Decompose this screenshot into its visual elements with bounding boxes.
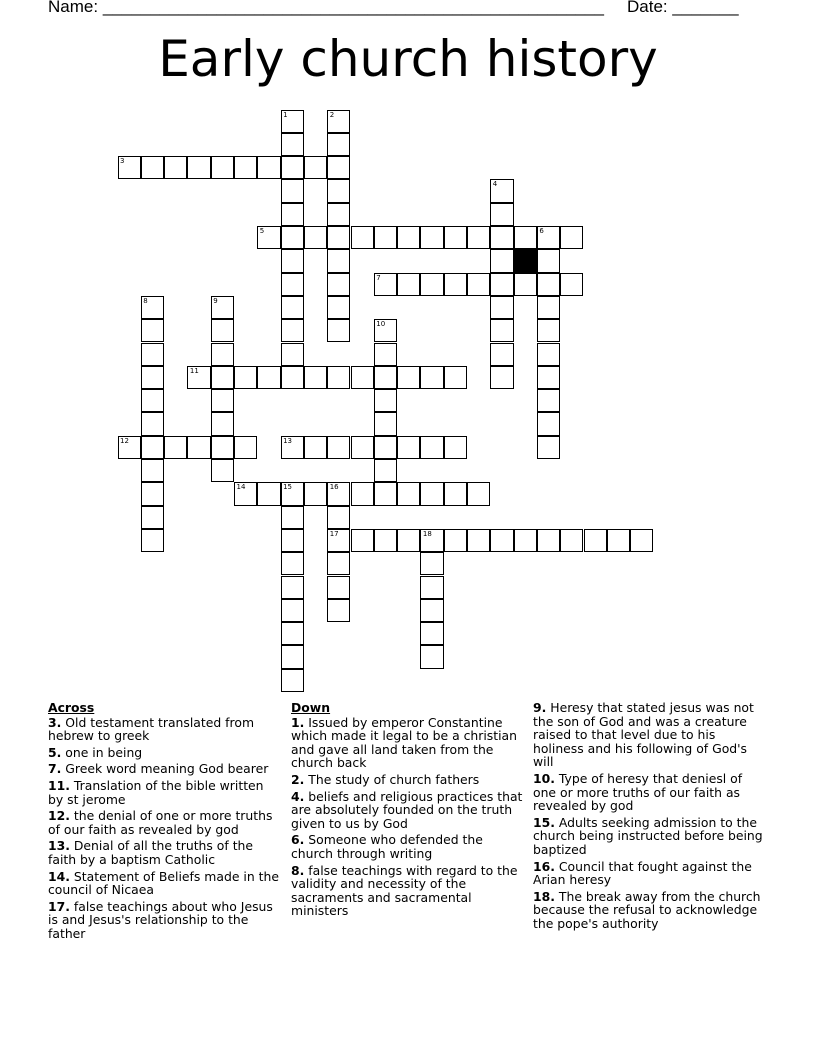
grid-cell[interactable]: [630, 529, 653, 552]
grid-cell[interactable]: [141, 156, 164, 179]
down-heading: Down: [291, 700, 331, 715]
grid-cell[interactable]: [281, 529, 304, 552]
grid-cell[interactable]: [304, 436, 327, 459]
grid-cell[interactable]: [420, 273, 443, 296]
grid-cell[interactable]: [327, 366, 350, 389]
grid-cell[interactable]: [164, 436, 187, 459]
grid-cell[interactable]: [351, 482, 374, 505]
clue-number: 11.: [48, 777, 70, 793]
grid-cell[interactable]: [490, 179, 513, 202]
grid-cell[interactable]: [281, 552, 304, 575]
grid-cell[interactable]: [374, 459, 397, 482]
grid-cell[interactable]: [374, 319, 397, 342]
clue-text: Denial of all the truths of the faith by a baptism Catholic: [48, 838, 254, 867]
clue-text: Heresy that stated jesus was not the son of God and was a creature raised to that level due to his holiness and his following of God's will: [533, 700, 754, 770]
grid-cell[interactable]: [211, 156, 234, 179]
grid-cell[interactable]: [397, 529, 420, 552]
down-clues-continued: [533, 701, 767, 934]
clue-item: [533, 701, 767, 769]
grid-cell[interactable]: [257, 482, 280, 505]
grid-cell[interactable]: [351, 366, 374, 389]
clue-item: [48, 762, 280, 776]
grid-cell[interactable]: [537, 529, 560, 552]
page-title: Early church history: [158, 30, 658, 88]
grid-cell[interactable]: [374, 343, 397, 366]
grid-cell[interactable]: [211, 319, 234, 342]
grid-cell[interactable]: [537, 366, 560, 389]
grid-cell[interactable]: [444, 273, 467, 296]
clue-text: beliefs and religious practices that are absolutely founded on the truth given to us by God: [291, 788, 523, 831]
grid-cell[interactable]: [281, 273, 304, 296]
grid-cell[interactable]: [444, 366, 467, 389]
grid-cell[interactable]: [490, 366, 513, 389]
grid-cell[interactable]: [281, 319, 304, 342]
clue-number: 1.: [291, 714, 305, 730]
grid-cell[interactable]: [164, 156, 187, 179]
grid-cell[interactable]: [374, 436, 397, 459]
grid-cell[interactable]: [281, 179, 304, 202]
grid-cell[interactable]: [537, 319, 560, 342]
grid-cell[interactable]: [281, 133, 304, 156]
grid-cell[interactable]: [490, 203, 513, 226]
clue-text: Type of heresy that deniesl of one or more truths of our faith as revealed by god: [533, 770, 743, 814]
grid-cell[interactable]: [304, 366, 327, 389]
clue-item: [533, 772, 767, 813]
grid-cell[interactable]: [444, 226, 467, 249]
grid-cell[interactable]: [304, 226, 327, 249]
grid-cell[interactable]: [118, 436, 141, 459]
grid-cell[interactable]: [141, 319, 164, 342]
clue-number: 9.: [533, 700, 547, 715]
grid-cell[interactable]: [537, 389, 560, 412]
grid-cell[interactable]: [141, 389, 164, 412]
clue-number: 8: [143, 296, 148, 305]
grid-cell[interactable]: [420, 552, 443, 575]
grid-cell[interactable]: [281, 343, 304, 366]
grid-cell[interactable]: [304, 156, 327, 179]
clue-number: 16: [329, 483, 339, 492]
clue-text: false teachings with regard to the validity and necessity of the sacraments and sacramental ministers: [291, 862, 518, 919]
grid-cell[interactable]: [187, 436, 210, 459]
grid-cell[interactable]: [420, 226, 443, 249]
clue-text: Issued by emperor Constantine which made it legal to be a christian and gave all land taken from the church back: [291, 714, 518, 771]
grid-cell[interactable]: [537, 436, 560, 459]
grid-cell[interactable]: [281, 156, 304, 179]
grid-cell[interactable]: [560, 273, 583, 296]
clue-number: 10.: [533, 770, 555, 786]
grid-cell[interactable]: [374, 529, 397, 552]
grid-cell[interactable]: [374, 226, 397, 249]
clue-number: 6.: [291, 832, 305, 848]
grid-cell[interactable]: [281, 226, 304, 249]
clue-text: The break away from the church because the refusal to acknowledge the pope's authority: [533, 888, 761, 931]
clue-number: 3: [120, 157, 125, 166]
grid-cell[interactable]: [211, 436, 234, 459]
clue-number: 2: [329, 110, 335, 119]
clue-item: [48, 809, 280, 836]
grid-cell[interactable]: [281, 576, 304, 599]
grid-cell[interactable]: [327, 599, 350, 622]
grid-cell[interactable]: [420, 599, 443, 622]
grid-cell[interactable]: [304, 482, 327, 505]
clue-number: 14.: [48, 868, 70, 884]
down-clues: [291, 701, 523, 921]
grid-cell[interactable]: [397, 226, 420, 249]
grid-cell[interactable]: [490, 343, 513, 366]
grid-cell[interactable]: [397, 366, 420, 389]
grid-cell[interactable]: [537, 249, 560, 272]
grid-cell[interactable]: [141, 459, 164, 482]
grid-cell[interactable]: [281, 249, 304, 272]
grid-cell[interactable]: [560, 529, 583, 552]
clue-number: 8.: [291, 862, 305, 878]
grid-cell[interactable]: [420, 436, 443, 459]
clue-item: [533, 860, 767, 887]
name-line[interactable]: _____________________________________________________: [102, 0, 604, 16]
grid-cell[interactable]: [444, 529, 467, 552]
grid-cell[interactable]: [514, 226, 537, 249]
grid-cell[interactable]: [211, 343, 234, 366]
clue-item: [48, 716, 280, 743]
grid-cell[interactable]: [257, 226, 280, 249]
grid-cell[interactable]: [537, 296, 560, 319]
clue-text: one in being: [61, 744, 143, 760]
grid-cell[interactable]: [118, 156, 141, 179]
grid-cell[interactable]: [374, 412, 397, 435]
clue-item: [291, 833, 523, 860]
grid-cell[interactable]: [490, 319, 513, 342]
clue-number: 13.: [48, 838, 70, 854]
clue-number: 4.: [291, 788, 305, 804]
clue-number: 9: [213, 296, 218, 305]
grid-cell[interactable]: [141, 482, 164, 505]
grid-cell[interactable]: [281, 110, 304, 133]
grid-cell[interactable]: [281, 645, 304, 668]
grid-cell[interactable]: [537, 412, 560, 435]
grid-cell[interactable]: [374, 273, 397, 296]
grid-cell[interactable]: [607, 529, 630, 552]
grid-cell[interactable]: [490, 529, 513, 552]
grid-cell[interactable]: [327, 203, 350, 226]
grid-cell[interactable]: [537, 226, 560, 249]
clue-number: 14: [236, 483, 246, 492]
grid-cell[interactable]: [281, 366, 304, 389]
grid-cell[interactable]: [327, 226, 350, 249]
grid-cell[interactable]: [234, 366, 257, 389]
clue-item: [48, 870, 280, 897]
grid-cell[interactable]: [490, 226, 513, 249]
clue-item: [291, 716, 523, 770]
grid-cell[interactable]: [327, 552, 350, 575]
clue-text: false teachings about who Jesus is and Jesus's relationship to the father: [48, 898, 273, 941]
grid-cell[interactable]: [281, 622, 304, 645]
clue-item: [48, 900, 280, 941]
clue-number: 15.: [533, 814, 555, 830]
date-label: Date:: [627, 0, 668, 16]
clue-item: [291, 864, 523, 918]
grid-cell[interactable]: [560, 226, 583, 249]
clue-number: 1: [283, 110, 288, 119]
clue-text: Statement of Beliefs made in the council of Nicaea: [48, 868, 279, 898]
grid-cell[interactable]: [397, 273, 420, 296]
grid-cell[interactable]: [327, 110, 350, 133]
clue-number: 18: [422, 529, 432, 538]
grid-cell[interactable]: [327, 249, 350, 272]
grid-cell[interactable]: [490, 296, 513, 319]
grid-cell[interactable]: [420, 529, 443, 552]
clue-number: 12: [120, 436, 129, 445]
grid-cell[interactable]: [467, 529, 490, 552]
grid-cell[interactable]: [281, 482, 304, 505]
grid-cell[interactable]: [374, 482, 397, 505]
grid-cell[interactable]: [467, 273, 490, 296]
clue-number: 16.: [533, 858, 555, 874]
clue-text: Someone who defended the church through writing: [291, 832, 483, 861]
grid-cell[interactable]: [281, 436, 304, 459]
grid-cell[interactable]: [537, 273, 560, 296]
grid-cell[interactable]: [327, 319, 350, 342]
grid-cell[interactable]: [281, 506, 304, 529]
date-line[interactable]: _______: [672, 0, 739, 16]
grid-cell[interactable]: [351, 226, 374, 249]
grid-cell[interactable]: [420, 645, 443, 668]
clue-number: 7.: [48, 761, 62, 777]
grid-cell[interactable]: [141, 506, 164, 529]
grid-cell[interactable]: [467, 482, 490, 505]
grid-cell[interactable]: [281, 203, 304, 226]
grid-cell[interactable]: [514, 529, 537, 552]
grid-cell[interactable]: [141, 366, 164, 389]
grid-cell[interactable]: [257, 366, 280, 389]
grid-cell[interactable]: [327, 273, 350, 296]
grid-cell[interactable]: [514, 273, 537, 296]
grid-cell[interactable]: [351, 529, 374, 552]
grid-cell[interactable]: [281, 296, 304, 319]
clue-item: [533, 890, 767, 931]
grid-cell[interactable]: [327, 482, 350, 505]
grid-cell[interactable]: [584, 529, 607, 552]
clue-text: The study of church fathers: [304, 771, 480, 787]
grid-cell[interactable]: [327, 506, 350, 529]
grid-cell[interactable]: [141, 412, 164, 435]
clue-text: Old testament translated from hebrew to greek: [48, 714, 255, 744]
grid-cell[interactable]: [420, 366, 443, 389]
clue-number: 10: [376, 320, 386, 329]
clue-number: 2.: [291, 771, 305, 787]
grid-cell[interactable]: [187, 156, 210, 179]
grid-cell[interactable]: [141, 296, 164, 319]
clue-text: Council that fought against the Arian heresy: [533, 858, 752, 888]
grid-cell[interactable]: [537, 343, 560, 366]
grid-cell[interactable]: [420, 576, 443, 599]
clue-number: 17: [329, 529, 339, 538]
grid-cell[interactable]: [420, 622, 443, 645]
grid-cell[interactable]: [444, 482, 467, 505]
grid-cell[interactable]: [327, 576, 350, 599]
clue-number: 15: [283, 483, 293, 492]
grid-cell[interactable]: [234, 436, 257, 459]
clue-item: [48, 746, 280, 760]
clue-number: 18.: [533, 888, 555, 904]
grid-cell[interactable]: [141, 529, 164, 552]
grid-cell[interactable]: [234, 482, 257, 505]
grid-cell[interactable]: [467, 226, 490, 249]
grid-cell[interactable]: [351, 436, 374, 459]
clue-number: 6: [539, 227, 544, 235]
grid-cell[interactable]: [327, 529, 350, 552]
grid-cell[interactable]: [281, 599, 304, 622]
clue-number: 11: [189, 366, 199, 375]
grid-cell[interactable]: [211, 459, 234, 482]
clue-item: [48, 839, 280, 866]
clue-number: 12.: [48, 808, 70, 824]
grid-cell[interactable]: [187, 366, 210, 389]
clue-item: [291, 773, 523, 787]
clue-item: [291, 790, 523, 831]
grid-cell[interactable]: [397, 482, 420, 505]
clue-text: the denial of one or more truths of our faith as revealed by god: [48, 808, 273, 837]
clue-number: 13: [283, 436, 293, 445]
grid-cell[interactable]: [211, 412, 234, 435]
grid-cell[interactable]: [490, 273, 513, 296]
across-heading: Across: [48, 700, 95, 715]
grid-cell[interactable]: [211, 296, 234, 319]
grid-cell[interactable]: [327, 179, 350, 202]
grid-cell[interactable]: [490, 249, 513, 272]
clue-number: 17.: [48, 898, 70, 914]
grid-cell[interactable]: [234, 156, 257, 179]
grid-cell[interactable]: [397, 436, 420, 459]
clue-number: 3.: [48, 714, 62, 730]
grid-cell[interactable]: [327, 436, 350, 459]
clue-text: Greek word meaning God bearer: [61, 761, 269, 777]
grid-cell[interactable]: [211, 389, 234, 412]
clue-item: [533, 816, 767, 857]
grid-cell[interactable]: [211, 366, 234, 389]
clue-item: [48, 779, 280, 806]
grid-cell[interactable]: [327, 133, 350, 156]
clue-number: 5.: [48, 744, 62, 760]
clue-number: 4: [492, 180, 498, 189]
black-cell: [514, 249, 537, 272]
grid-cell[interactable]: [141, 436, 164, 459]
grid-cell[interactable]: [444, 436, 467, 459]
clue-number: 5: [259, 227, 265, 235]
grid-cell[interactable]: [141, 343, 164, 366]
grid-cell[interactable]: [281, 669, 304, 692]
name-label: Name:: [48, 0, 99, 16]
clue-text: Translation of the bible written by st jerome: [48, 777, 264, 807]
grid-cell[interactable]: [420, 482, 443, 505]
clue-text: Adults seeking admission to the church being instructed before being baptized: [533, 814, 763, 857]
clue-number: 7: [376, 273, 381, 282]
grid-cell[interactable]: [327, 156, 350, 179]
grid-cell[interactable]: [374, 366, 397, 389]
grid-cell[interactable]: [374, 389, 397, 412]
grid-cell[interactable]: [327, 296, 350, 319]
grid-cell[interactable]: [257, 156, 280, 179]
across-clues: [48, 701, 280, 944]
